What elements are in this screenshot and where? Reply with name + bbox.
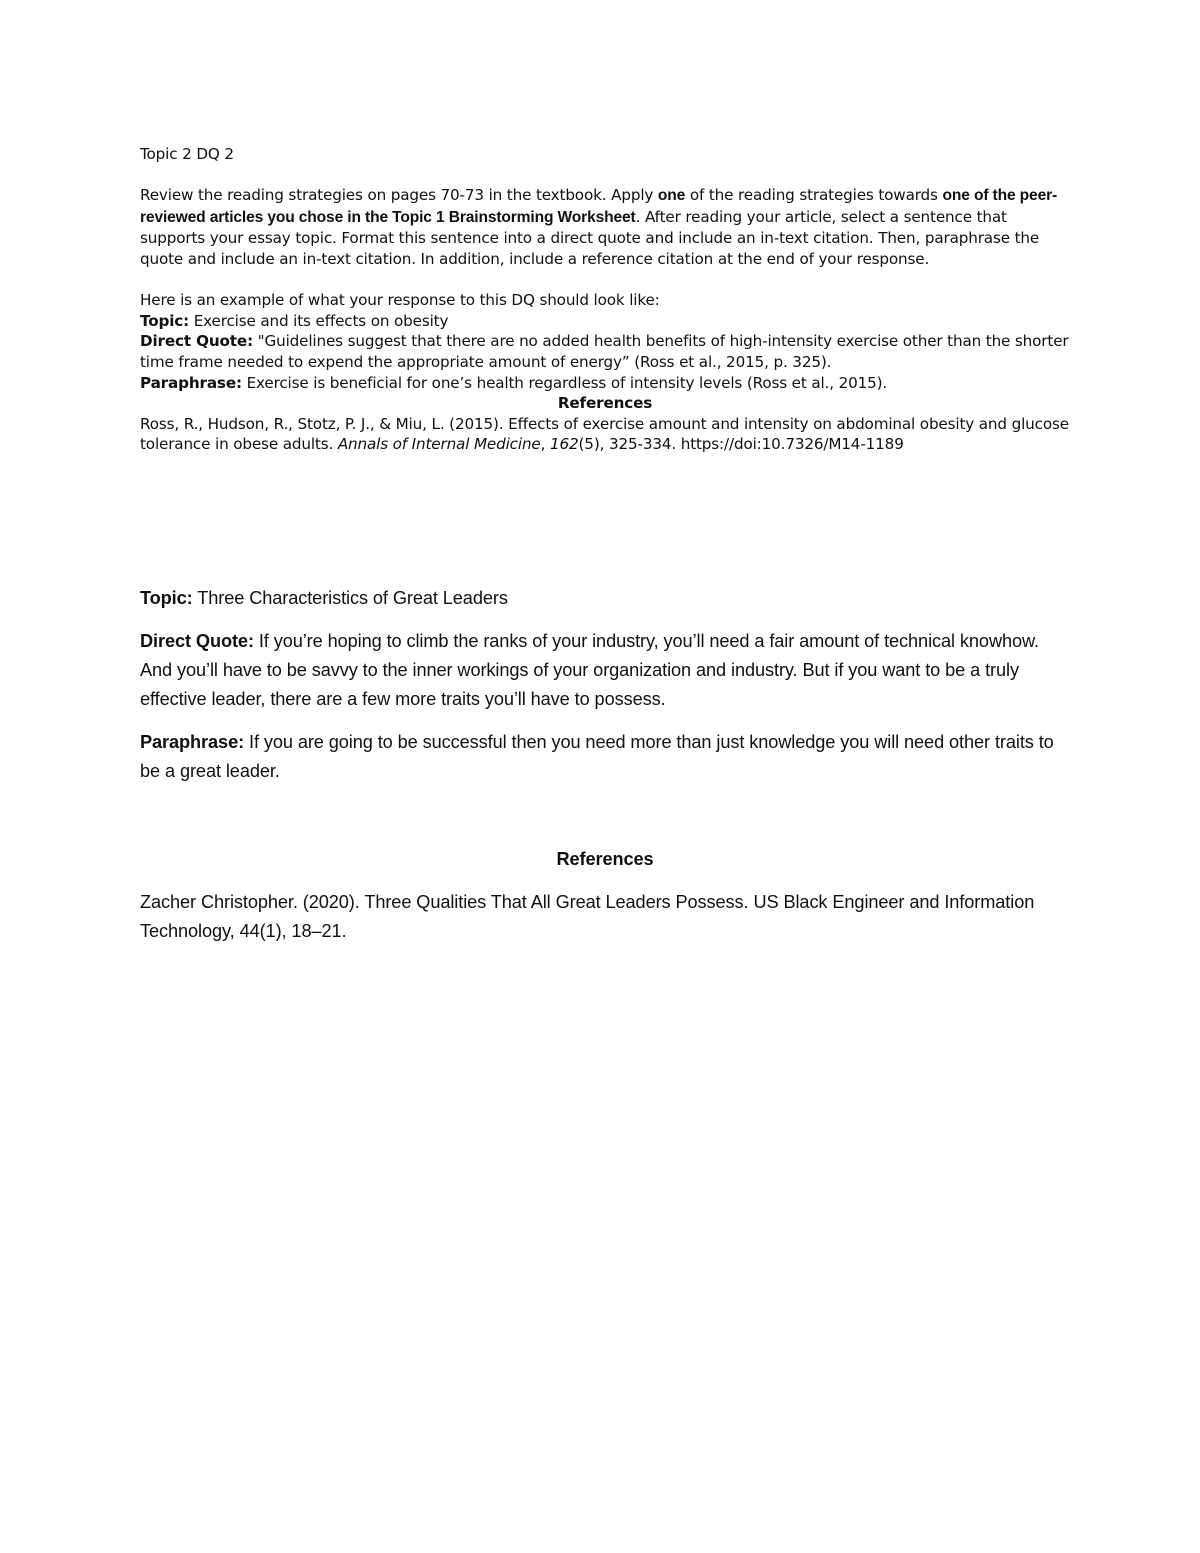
example-section (140, 144, 1070, 455)
topic-label: Topic: (140, 588, 193, 608)
response-references-heading: References (556, 849, 654, 869)
instructions-text: . After reading your article, select a sentence that supports your essay topic. Format this sentence into a direct quote and include an in-text citation. Then, paraphrase the quote and include an in-text citation. In addition, include a reference citation at the end of your response. (140, 207, 1040, 268)
paraphrase-value: If you are going to be successful then you need more than just knowledge you will need other traits to be a great leader. (140, 732, 1054, 781)
journal-title: Annals of Internal Medicine (337, 435, 541, 454)
instructions-text: Review the reading strategies on pages 70-73 in the textbook. Apply (140, 186, 658, 205)
example-reference (140, 414, 1070, 455)
paraphrase-value: Exercise is beneficial for one’s health regardless of intensity levels (Ross et al., 2015). (241, 373, 888, 392)
response-direct-quote (140, 627, 1070, 714)
example-topic (140, 311, 1070, 332)
reference-text: (5), 325-334. https://doi:10.7326/M14-1189 (578, 435, 904, 454)
example-direct-quote (140, 331, 1070, 372)
topic-value: Three Characteristics of Great Leaders (192, 588, 508, 608)
response-reference: Zacher Christopher. (2020). Three Qualities That All Great Leaders Possess. US Black Engineer and Information Technology, 44(1), 18–21. (140, 892, 1035, 941)
journal-volume: 162 (549, 435, 579, 454)
direct-quote-value: If you’re hoping to climb the ranks of your industry, you’ll need a fair amount of technical knowhow. And you’ll have to be savvy to the inner workings of your organization and industry. But if you want to be a truly effective leader, there are a few more traits you’ll have to possess. (140, 631, 1039, 709)
instructions-text: of the reading strategies towards (685, 186, 943, 205)
assignment-title: Topic 2 DQ 2 (140, 145, 234, 163)
instructions-emphasis: one of the peer-reviewed articles you chose in the Topic 1 Brainstorming Worksheet (140, 187, 1058, 226)
response-section (140, 584, 1070, 941)
direct-quote-value: "Guidelines suggest that there are no added health benefits of high-intensity exercise other than the shorter time frame needed to expend the appropriate amount of energy” (Ross et al., 2015, p. 325). (140, 332, 1069, 371)
paraphrase-label: Paraphrase: (140, 732, 245, 752)
topic-value: Exercise and its effects on obesity (189, 311, 449, 330)
reference-text: , (540, 435, 550, 454)
example-intro: Here is an example of what your response to this DQ should look like: (140, 291, 660, 310)
example-references-heading: References (557, 394, 653, 413)
direct-quote-label: Direct Quote: (140, 332, 253, 351)
direct-quote-label: Direct Quote: (140, 631, 254, 651)
assignment-instructions (140, 185, 1070, 269)
paraphrase-label: Paraphrase: (140, 373, 242, 392)
instructions-emphasis: one (657, 187, 686, 205)
reference-text: Ross, R., Hudson, R., Stotz, P. J., & Miu, L. (2015). Effects of exercise amount and intensity on abdominal obesity and glucose tolerance in obese adults. (140, 414, 1069, 454)
topic-label: Topic: (140, 311, 190, 330)
response-topic (140, 584, 1070, 613)
example-paraphrase (140, 373, 1070, 394)
response-paraphrase (140, 728, 1070, 786)
